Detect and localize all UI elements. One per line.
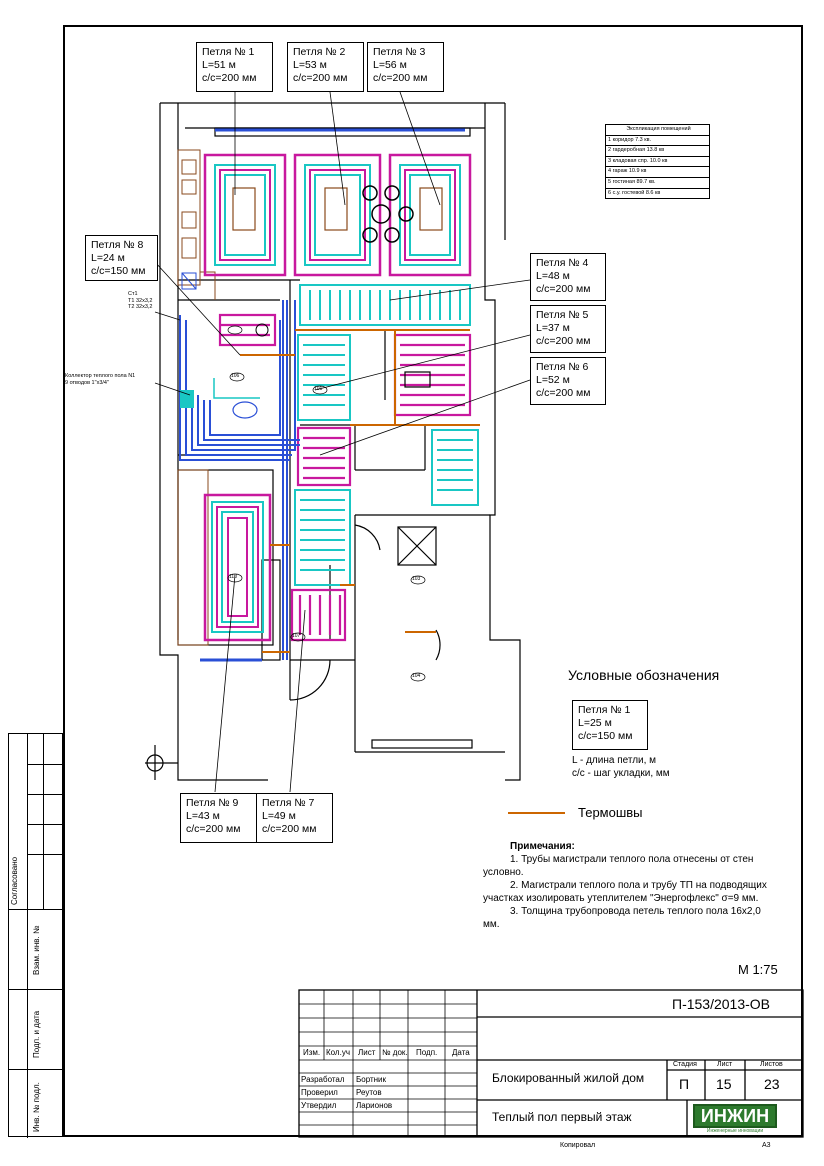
room-101: 101 — [314, 386, 323, 392]
stamp-sheet-header: Лист — [717, 1061, 733, 1068]
legend-desc-2: с/с - шаг укладки, мм — [572, 768, 670, 779]
room-107: 107 — [292, 633, 301, 639]
logo-text: ИНЖИН — [693, 1104, 777, 1128]
st1-label: Ст1 Т1 32х3,2 Т2 32х3,2 — [128, 291, 153, 310]
stamp-col-izm: Изм. — [303, 1048, 321, 1057]
stamp-col-kol: Кол.уч — [326, 1048, 350, 1057]
legend-desc-1: L - длина петли, м — [572, 755, 657, 766]
loop-tag-6: Петля № 6 L=52 м с/с=200 мм — [530, 357, 606, 405]
room-104: 104 — [412, 673, 421, 679]
stamp-sheets-header: Листов — [760, 1061, 783, 1068]
format-label: А3 — [762, 1142, 771, 1149]
legend-termoshvy: Термошвы — [578, 805, 643, 820]
stamp-sheet: 15 — [716, 1076, 732, 1092]
note-1: 1. Трубы магистрали теплого пола отнесены от стен условно. — [483, 854, 754, 878]
logo — [693, 1104, 777, 1134]
room-106: 106 — [231, 373, 240, 379]
legend-title: Условные обозначения — [568, 667, 720, 683]
copied-label: Копировал — [560, 1142, 596, 1149]
stamp-checked-name: Реутов — [356, 1088, 382, 1097]
stamp-sheets: 23 — [764, 1076, 780, 1092]
side-sign-date: Подп. и дата — [32, 1010, 41, 1058]
loop-tag-8: Петля № 8 L=24 м с/с=150 мм — [85, 235, 158, 281]
loop-tag-2: Петля № 2 L=53 м с/с=200 мм — [287, 42, 364, 92]
loop-tag-9: Петля № 9 L=43 м с/с=200 мм — [180, 793, 257, 843]
collector-label: Коллектор теплого пола N1 9 отводов 1"х3/4" — [65, 373, 136, 386]
legend-sample-tag: Петля № 1 L=25 м с/с=150 мм — [572, 700, 648, 750]
scale-label: М 1:75 — [738, 962, 778, 977]
room-110: 110 — [229, 574, 237, 580]
stamp-stage-header: Стадия — [673, 1061, 697, 1068]
stamp-sheet-title: Теплый пол первый этаж — [492, 1110, 632, 1124]
note-2: 2. Магистрали теплого пола и трубу ТП на подводящих участках изолировать утеплителем "Энергофлекс" σ=9 мм. — [483, 880, 767, 904]
stamp-stage: П — [679, 1076, 690, 1092]
stamp-developed-name: Бортник — [356, 1075, 387, 1084]
loop-tag-5: Петля № 5 L=37 м с/с=200 мм — [530, 305, 606, 353]
note-3: 3. Толщина трубопровода петель теплого пола 16х2,0 мм. — [483, 906, 761, 930]
stamp-col-date: Дата — [452, 1048, 470, 1057]
loop-tag-1: Петля № 1 L=51 м с/с=200 мм — [196, 42, 273, 92]
stamp-code: П-153/2013-ОВ — [672, 996, 771, 1012]
room-103: 103 — [412, 576, 421, 582]
stamp-building: Блокированный жилой дом — [492, 1071, 645, 1085]
stamp-approved: Утвердил — [301, 1101, 337, 1110]
stamp-col-doc: № док. — [382, 1048, 408, 1057]
loop-tag-3: Петля № 3 L=56 м с/с=200 мм — [367, 42, 444, 92]
side-agreed: Согласовано — [10, 856, 19, 905]
side-inv-no: Взам. инв. № — [32, 925, 41, 975]
stamp-approved-name: Ларионов — [356, 1101, 393, 1110]
stamp-checked: Проверил — [301, 1088, 338, 1097]
stamp-col-sign: Подп. — [416, 1048, 438, 1057]
logo-subtitle: Инженерные инновации — [706, 1128, 764, 1134]
loop-tag-7: Петля № 7 L=49 м с/с=200 мм — [256, 793, 333, 843]
stamp-developed: Разработал — [301, 1075, 345, 1084]
notes-title: Примечания: — [510, 841, 575, 852]
explication-table: Экспликация помещений 1 коридор 7.3 кв. 2 гардеробная 13.8 кв 3 кладовая спр. 10.0 кв 4 гараж 10.9 кв 5 гостиная 89.7 кв. 6 с.у. гостевой 8.6 кв — [605, 124, 710, 199]
loop-tag-4: Петля № 4 L=48 м с/с=200 мм — [530, 253, 606, 301]
stamp-col-list: Лист — [358, 1048, 376, 1057]
side-inv-orig: Инв. № подл. — [32, 1082, 41, 1132]
